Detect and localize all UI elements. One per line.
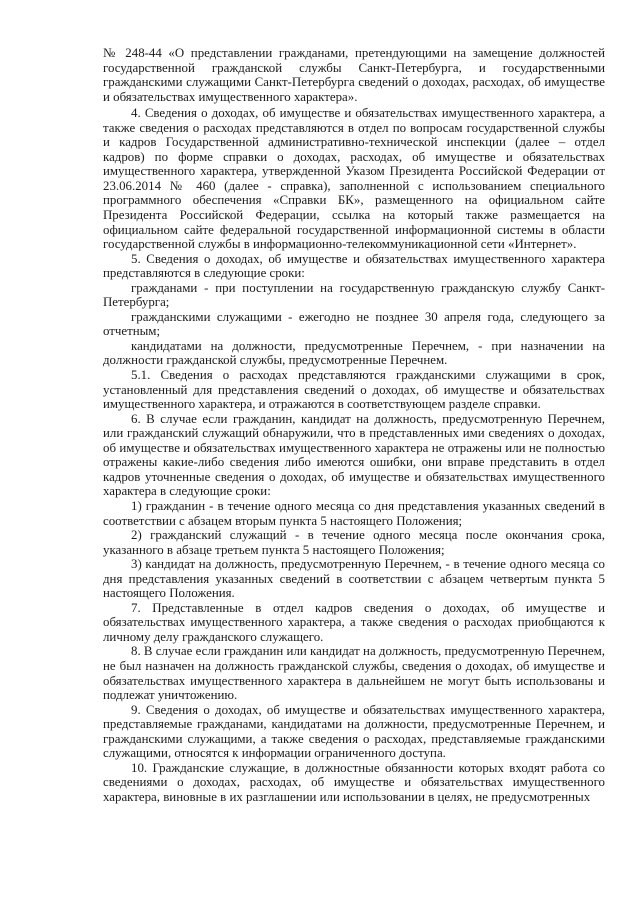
paragraph-10: 10. Гражданские служащие, в должностные обязанности которых входят работа со сведениями о доходах, расходах, об имуществе и обязательствах имущественного характера, виновные в их разглашении или использовании в целях, не предусмотренных xyxy=(103,760,605,804)
paragraph-6-item-1: 1) гражданин - в течение одного месяца со дня представления указанных сведений в соответствии с абзацем вторым пункта 5 настоящего Положения; xyxy=(103,498,605,528)
paragraph-continuation: № 248-44 «О представлении гражданами, претендующими на замещение должностей государственной гражданской службы Санкт-Петербурга, и государственными гражданскими служащими Санкт-Петербурга сведений о доходах, расходах, об имуществе и обязательствах имущественного характера». xyxy=(103,46,605,104)
paragraph-5-servants: гражданскими служащими - ежегодно не позднее 30 апреля года, следующего за отчетным; xyxy=(103,309,605,339)
paragraph-6: 6. В случае если гражданин, кандидат на должность, предусмотренную Перечнем, или гражданский служащий обнаружили, что в представленных ими сведениях о доходах, об имуществе и обязательствах имущественного характера не отражены или не полностью отражены какие-либо сведения либо имеются ошибки, они вправе представить в отдел кадров уточненные сведения о доходах, об имуществе и обязательствах имущественного характера в следующие сроки: xyxy=(103,411,605,499)
paragraph-4: 4. Сведения о доходах, об имуществе и обязательствах имущественного характера, а также сведения о расходах представляются в отдел по вопросам государственной службы и кадров Государственной административно-технической инспекции (далее – отдел кадров) по форме справки о доходах, расходах, об имуществе и обязательствах имущественного характера, утвержденной Указом Президента Российской Федерации от 23.06.2014 № 460 (далее - справка), заполненной с использованием специального программного обеспечения «Справки БК», размещенного на официальном сайте Президента Российской Федерации, ссылка на который также размещается на официальном сайте федеральной государственной информационной системы в области государственной службы в информационно-телекоммуникационной сети «Интернет». xyxy=(103,106,605,252)
paragraph-7: 7. Представленные в отдел кадров сведения о доходах, об имуществе и обязательствах имущественного характера, а также сведения о расходах приобщаются к личному делу гражданского служащего. xyxy=(103,600,605,644)
paragraph-9: 9. Сведения о доходах, об имуществе и обязательствах имущественного характера, представляемые гражданами, кандидатами на должности, предусмотренные Перечнем, и гражданскими служащими, а также сведения о расходах, представляемые гражданскими служащими, относятся к информации ограниченного доступа. xyxy=(103,702,605,761)
paragraph-5-citizens: гражданами - при поступлении на государственную гражданскую службу Санкт-Петербурга; xyxy=(103,280,605,310)
paragraph-5-candidates: кандидатами на должности, предусмотренные Перечнем, - при назначении на должности гражданской службы, предусмотренные Перечнем. xyxy=(103,338,605,368)
paragraph-6-item-2: 2) гражданский служащий - в течение одного месяца после окончания срока, указанного в абзаце третьем пункта 5 настоящего Положения; xyxy=(103,528,605,557)
paragraph-8: 8. В случае если гражданин или кандидат на должность, предусмотренную Перечнем, не был назначен на должность гражданской службы, сведения о доходах, об имуществе и обязательствах имущественного характера в дальнейшем не могут быть использованы и подлежат уничтожению. xyxy=(103,644,605,703)
paragraph-5: 5. Сведения о доходах, об имуществе и обязательствах имущественного характера представляются в следующие сроки: xyxy=(103,251,605,281)
document-page xyxy=(103,46,605,804)
paragraph-6-item-3: 3) кандидат на должность, предусмотренную Перечнем, - в течение одного месяца со дня представления указанных сведений в соответствии с абзацем четвертым пункта 5 настоящего Положения. xyxy=(103,557,605,601)
paragraph-5-1: 5.1. Сведения о расходах представляются гражданскими служащими в срок, установленный для представления сведений о доходах, об имуществе и обязательствах имущественного характера, и отражаются в соответствующем разделе справки. xyxy=(103,368,605,412)
